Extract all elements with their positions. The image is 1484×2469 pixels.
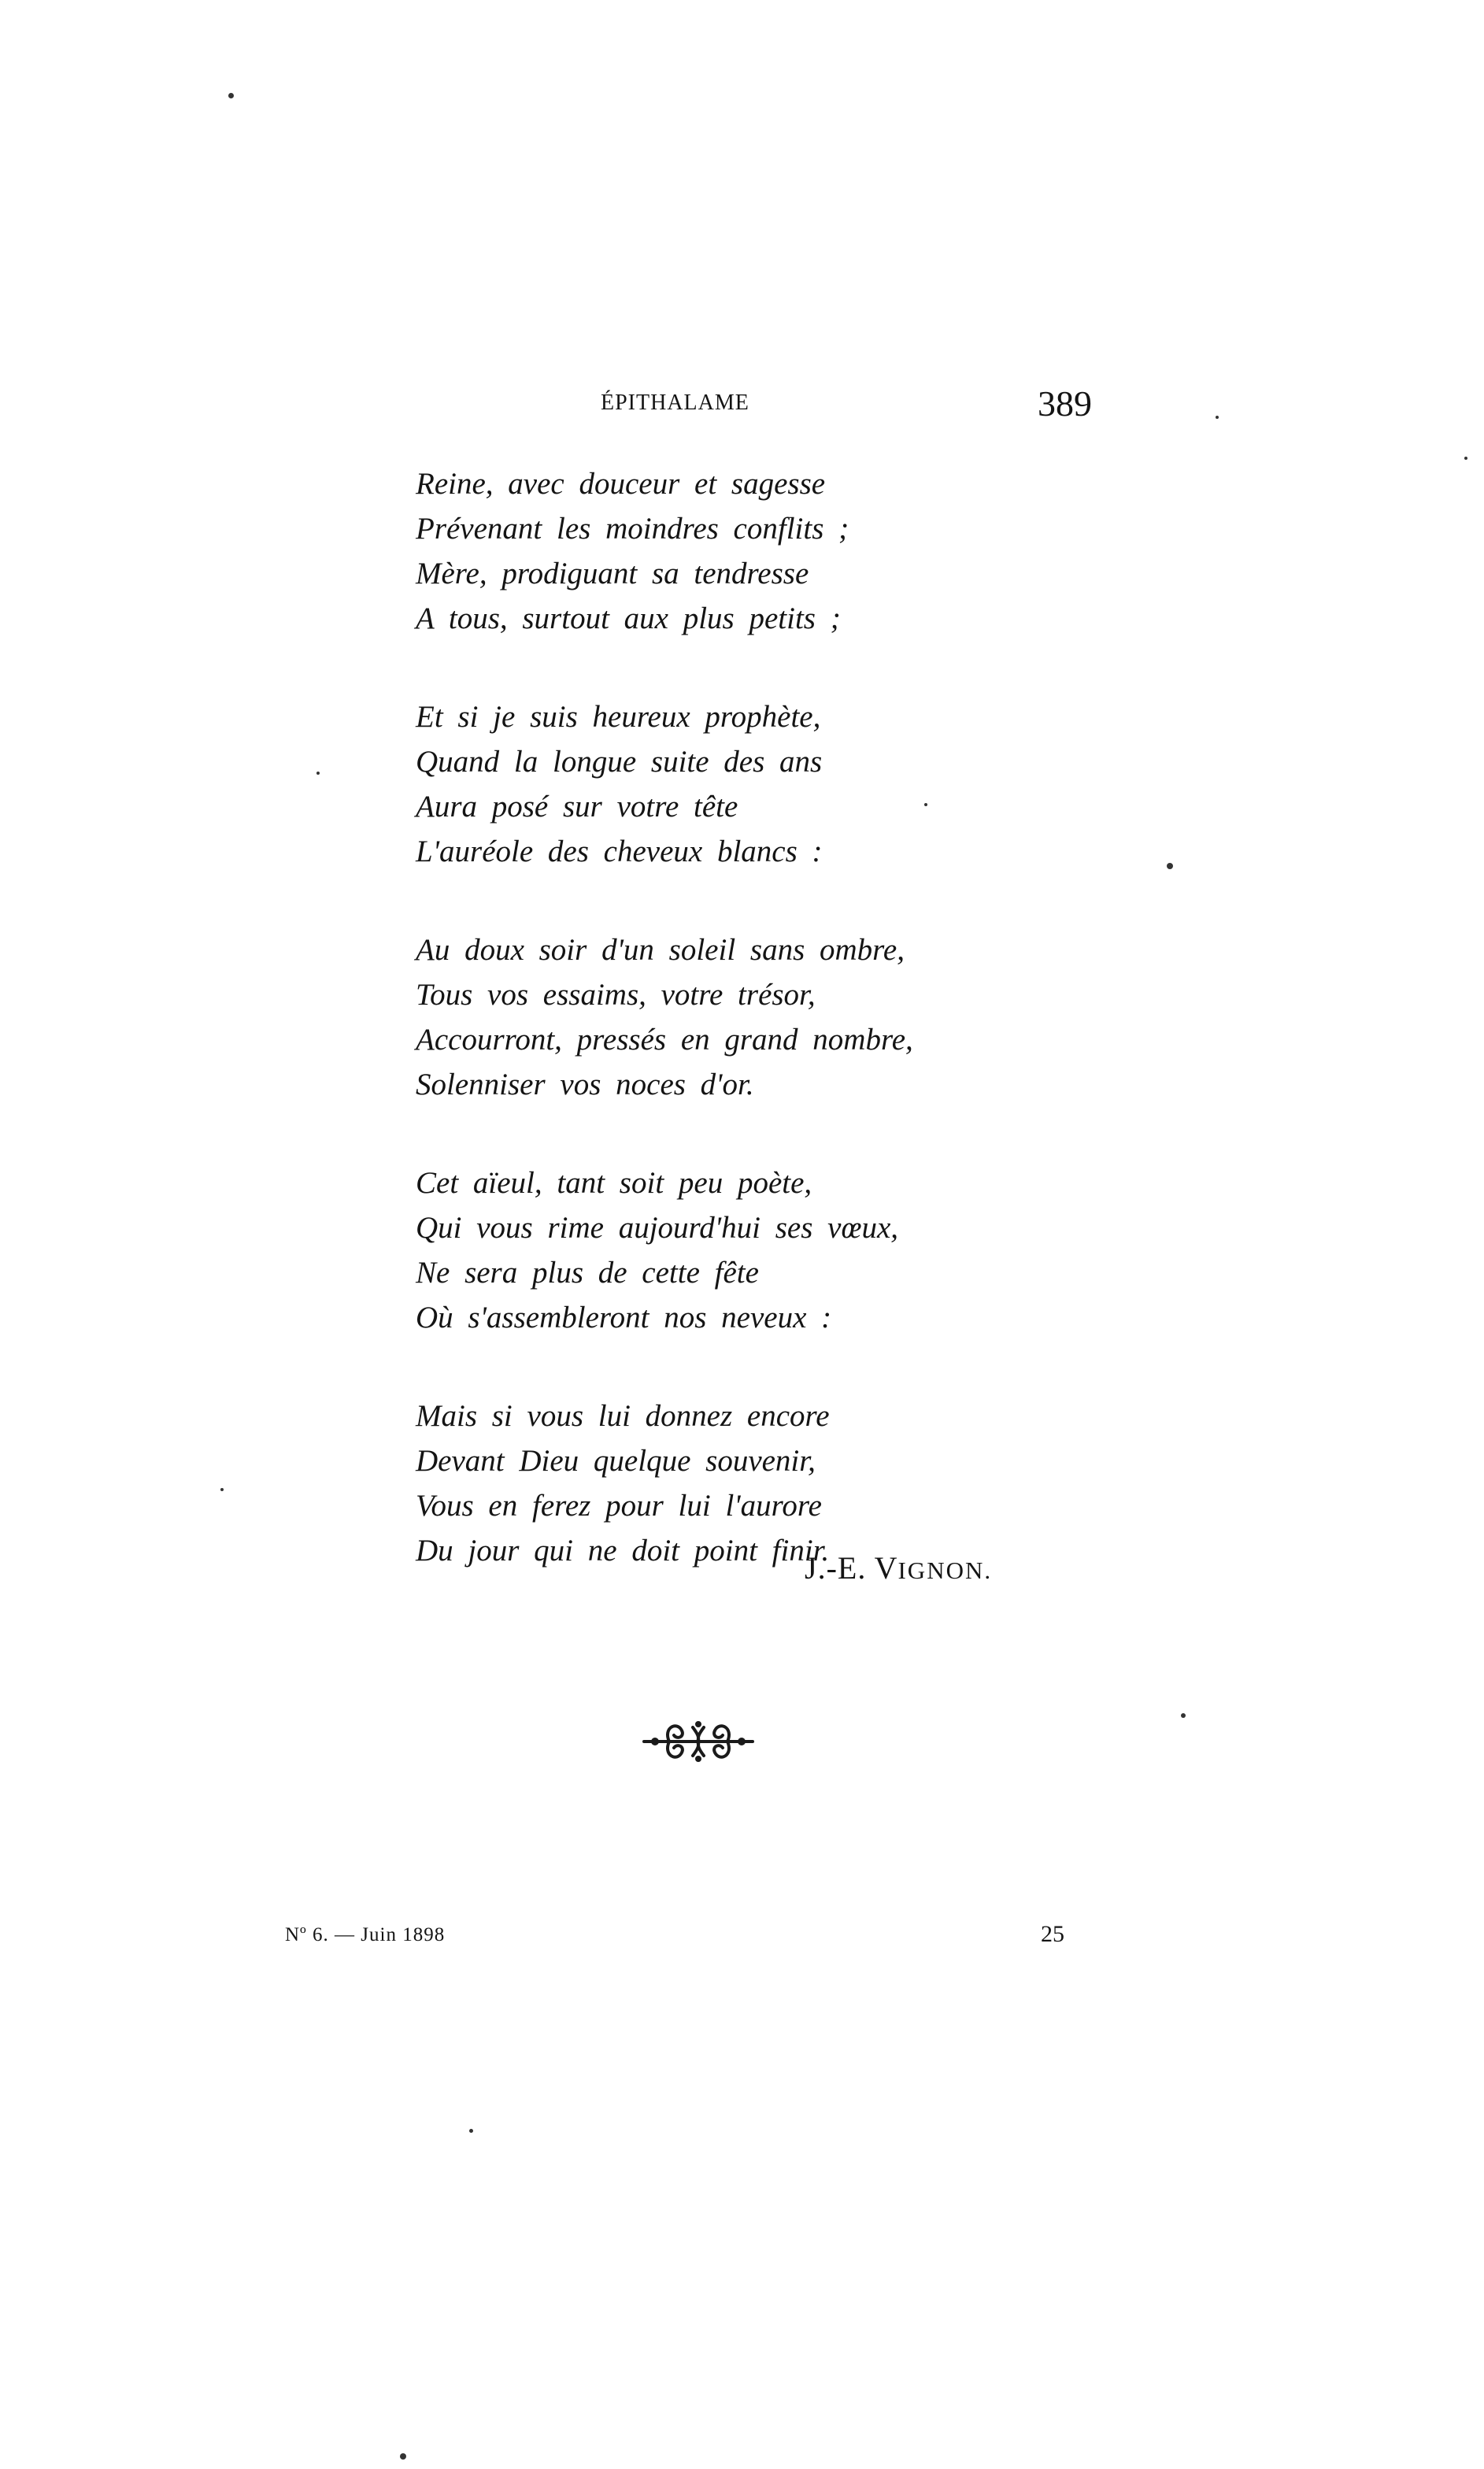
verse-line: Et si je suis heureux prophète,: [416, 700, 821, 734]
verse-line: Aura posé sur votre tête: [416, 790, 738, 824]
poem: [416, 461, 1014, 1627]
verse-line: A tous, surtout aux plus petits ;: [416, 602, 841, 635]
stanza-2: [416, 694, 1014, 874]
verse-line: L'auréole des cheveux blancs :: [416, 835, 823, 868]
verse-line: Cet aïeul, tant soit peu poète,: [416, 1166, 812, 1200]
scan-speck: [1181, 1713, 1186, 1718]
verse-line: Quand la longue suite des ans: [416, 745, 823, 779]
scan-speck: [1216, 416, 1219, 419]
verse-line: Ne sera plus de cette fête: [416, 1256, 759, 1290]
running-title: ÉPITHALAME: [601, 391, 749, 415]
author-surname: IGNON.: [897, 1557, 993, 1584]
scan-speck: [1464, 457, 1467, 460]
scan-speck: [316, 772, 320, 775]
page-number: 389: [1038, 383, 1092, 424]
verse-line: Tous vos essaims, votre trésor,: [416, 978, 816, 1012]
verse-line: Solenniser vos noces d'or.: [416, 1068, 754, 1101]
verse-line: Du jour qui ne doit point finir.: [416, 1534, 830, 1568]
stanza-4: [416, 1160, 1014, 1340]
scan-speck: [469, 2129, 473, 2133]
stanza-5: [416, 1394, 1014, 1573]
verse-line: Qui vous rime aujourd'hui ses vœux,: [416, 1211, 899, 1245]
verse-line: Prévenant les moindres conflits ;: [416, 512, 849, 546]
stanza-3: [416, 927, 1014, 1107]
verse-line: Accourront, pressés en grand nombre,: [416, 1023, 913, 1057]
scan-speck: [924, 803, 927, 806]
fleuron-ornament-icon: [639, 1716, 757, 1767]
verse-line: Où s'assembleront nos neveux :: [416, 1301, 832, 1334]
scan-speck: [228, 93, 234, 98]
verse-line: Reine, avec douceur et sagesse: [416, 467, 826, 501]
verse-line: Mais si vous lui donnez encore: [416, 1399, 830, 1433]
scan-speck: [1167, 863, 1173, 869]
author-signature: [805, 1549, 992, 1586]
verse-line: Mère, prodiguant sa tendresse: [416, 557, 809, 590]
scan-speck: [400, 2453, 406, 2460]
scan-speck: [220, 1488, 224, 1491]
issue-footer: Nº 6. — Juin 1898: [285, 1924, 446, 1945]
author-initials: J.-E. V: [805, 1550, 898, 1586]
stanza-1: [416, 461, 1014, 641]
verse-line: Vous en ferez pour lui l'aurore: [416, 1489, 822, 1523]
verse-line: Devant Dieu quelque souvenir,: [416, 1444, 816, 1478]
fleuron-ornament-svg: [639, 1716, 757, 1767]
verse-line: Au doux soir d'un soleil sans ombre,: [416, 933, 905, 967]
signature-mark: 25: [1041, 1921, 1064, 1947]
